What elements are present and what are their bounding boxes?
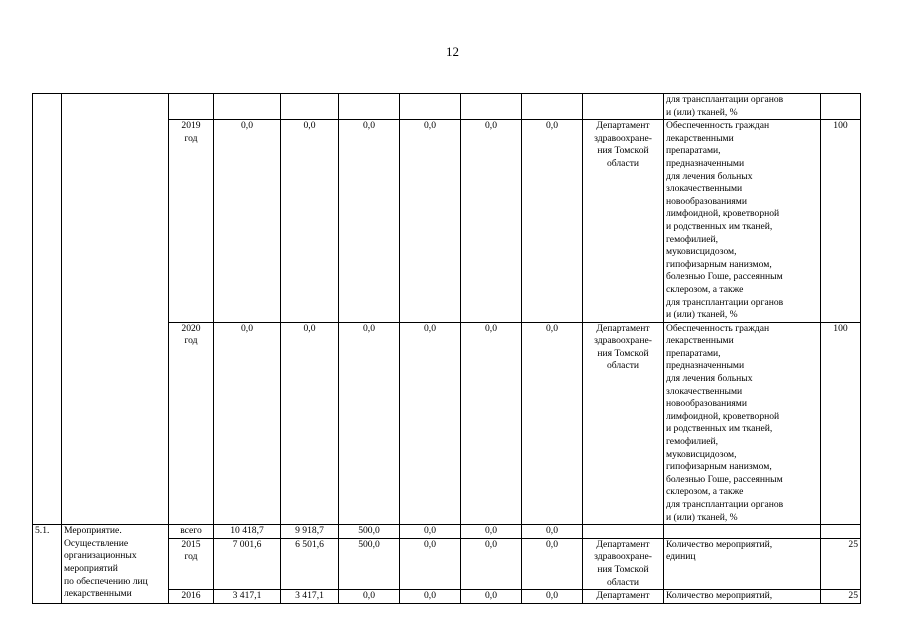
- target-cell: 25: [821, 590, 861, 604]
- department-cell: Департамент здравоохране- ния Томской области: [583, 120, 664, 323]
- value-cell: 0,0: [214, 322, 281, 525]
- value-cell: [214, 94, 281, 120]
- year-cell: 2016: [169, 590, 214, 604]
- activity-name-cell: [62, 94, 169, 525]
- target-cell: [821, 525, 861, 539]
- value-cell: [461, 94, 522, 120]
- program-table: [32, 93, 861, 604]
- year-cell: 2019 год: [169, 120, 214, 323]
- department-cell: Департамент здравоохране- ния Томской области: [583, 322, 664, 525]
- value-cell: 0,0: [400, 590, 461, 604]
- value-cell: 0,0: [522, 322, 583, 525]
- value-cell: 9 918,7: [281, 525, 339, 539]
- department-cell: [583, 525, 664, 539]
- value-cell: 3 417,1: [214, 590, 281, 604]
- value-cell: 0,0: [522, 525, 583, 539]
- row-number-cell: 5.1.: [33, 525, 62, 604]
- target-cell: 100: [821, 120, 861, 323]
- value-cell: 0,0: [522, 538, 583, 589]
- value-cell: 0,0: [281, 322, 339, 525]
- value-cell: 6 501,6: [281, 538, 339, 589]
- value-cell: 500,0: [339, 525, 400, 539]
- target-cell: 25: [821, 538, 861, 589]
- value-cell: [339, 94, 400, 120]
- activity-name-cell: Мероприятие. Осуществление организационных мероприятий по обеспечению лиц лекарственными: [62, 525, 169, 604]
- indicator-cell: Количество мероприятий, единиц: [664, 538, 821, 589]
- value-cell: 0,0: [400, 525, 461, 539]
- department-cell: [583, 94, 664, 120]
- target-cell: 100: [821, 322, 861, 525]
- value-cell: 0,0: [400, 120, 461, 323]
- indicator-cell: Обеспеченность граждан лекарственными препаратами, предназначенными для лечения больных злокачественными новообразованиями лимфоидной, кроветворной и родственных им тканей, гемофилией, муковисцидозом, гипофизарным нанизмом, болезнью Гоше, рассеянным склерозом, а также для трансплантации органов и (или) тканей, %: [664, 322, 821, 525]
- value-cell: 0,0: [400, 322, 461, 525]
- indicator-cell: [664, 525, 821, 539]
- table-row: [33, 94, 861, 120]
- target-cell: [821, 94, 861, 120]
- value-cell: [522, 94, 583, 120]
- value-cell: 0,0: [400, 538, 461, 589]
- value-cell: 3 417,1: [281, 590, 339, 604]
- value-cell: 0,0: [461, 120, 522, 323]
- value-cell: [400, 94, 461, 120]
- value-cell: 0,0: [339, 322, 400, 525]
- year-cell: [169, 94, 214, 120]
- value-cell: 7 001,6: [214, 538, 281, 589]
- value-cell: 0,0: [339, 120, 400, 323]
- row-number-cell: [33, 94, 62, 525]
- value-cell: 0,0: [214, 120, 281, 323]
- value-cell: 0,0: [461, 538, 522, 589]
- page-number: 12: [446, 44, 459, 59]
- value-cell: 0,0: [522, 590, 583, 604]
- value-cell: 0,0: [281, 120, 339, 323]
- year-cell: 2015 год: [169, 538, 214, 589]
- value-cell: 500,0: [339, 538, 400, 589]
- value-cell: 0,0: [522, 120, 583, 323]
- year-cell: 2020 год: [169, 322, 214, 525]
- value-cell: 0,0: [461, 322, 522, 525]
- value-cell: 0,0: [461, 590, 522, 604]
- value-cell: 0,0: [461, 525, 522, 539]
- indicator-cell: Обеспеченность граждан лекарственными препаратами, предназначенными для лечения больных злокачественными новообразованиями лимфоидной, кроветворной и родственных им тканей, гемофилией, муковисцидозом, гипофизарным нанизмом, болезнью Гоше, рассеянным склерозом, а также для трансплантации органов и (или) тканей, %: [664, 120, 821, 323]
- year-cell: всего: [169, 525, 214, 539]
- value-cell: [281, 94, 339, 120]
- table-row: [33, 525, 861, 539]
- department-cell: Департамент здравоохране- ния Томской области: [583, 538, 664, 589]
- department-cell: Департамент: [583, 590, 664, 604]
- indicator-cell: для трансплантации органов и (или) тканей, %: [664, 94, 821, 120]
- value-cell: 10 418,7: [214, 525, 281, 539]
- value-cell: 0,0: [339, 590, 400, 604]
- indicator-cell: Количество мероприятий,: [664, 590, 821, 604]
